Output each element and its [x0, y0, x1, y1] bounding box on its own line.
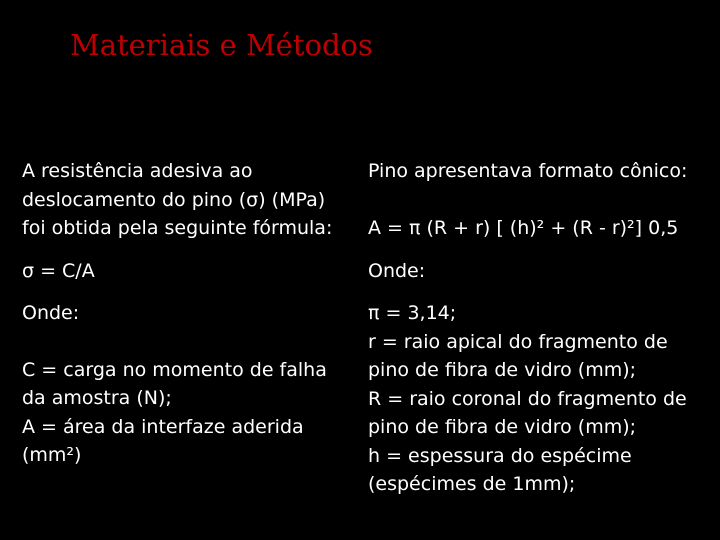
right-definition-line: r = raio apical do fragmento de — [368, 330, 668, 353]
left-column — [22, 157, 352, 470]
right-definition-line: pino de fibra de vidro (mm); — [368, 359, 637, 381]
right-intro-line: Pino apresentava formato cônico: — [368, 160, 688, 182]
right-definition-line: h = espessura do espécime — [368, 444, 632, 467]
right-definition-line: pino de fibra de vidro (mm); — [368, 416, 637, 438]
right-column — [368, 157, 713, 499]
left-definition-line: A = área da interfaze aderida — [22, 415, 304, 438]
left-onde-label: Onde: — [22, 302, 80, 324]
left-definition-line: (mm²) — [22, 444, 82, 466]
left-intro-line: foi obtida pela seguinte fórmula: — [22, 217, 333, 239]
slide-title: Materiais e Métodos — [70, 28, 373, 62]
left-definition-line: da amostra (N); — [22, 387, 172, 409]
right-definition-line: π = 3,14; — [368, 302, 457, 324]
sigma-formula: σ = C/A — [22, 259, 95, 282]
area-formula: A = π (R + r) [ (h)² + (R - r)²] 0,5 — [368, 217, 679, 239]
right-definition-line: R = raio coronal do fragmento de — [368, 387, 687, 410]
right-definition-line: (espécimes de 1mm); — [368, 473, 576, 495]
left-definition-line: C = carga no momento de falha — [22, 358, 327, 381]
left-intro-line: deslocamento do pino (σ) (MPa) — [22, 188, 326, 211]
right-onde-label: Onde: — [368, 259, 426, 282]
left-intro-line: A resistência adesiva ao — [22, 160, 253, 182]
